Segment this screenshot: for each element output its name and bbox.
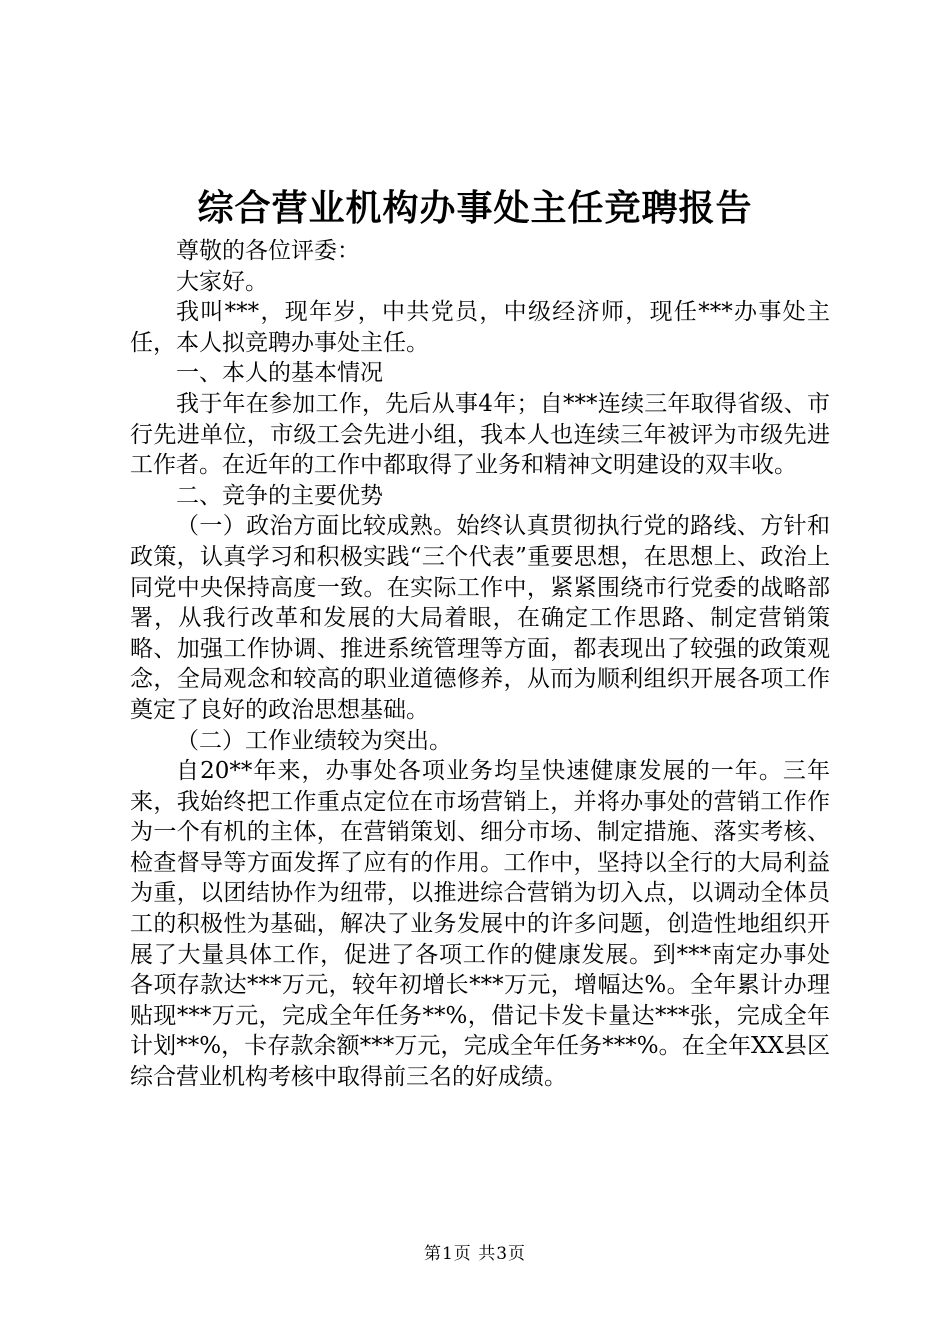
subheading-performance: （二）工作业绩较为突出。: [176, 727, 452, 754]
page-number-footer: 第1页 共3页: [423, 1244, 527, 1264]
document-body: [130, 236, 830, 1093]
document-title: 综合营业机构办事处主任竞聘报告: [197, 187, 753, 229]
political-maturity-paragraph: （一）政治方面比较成熟。始终认真贯彻执行党的路线、方针和政策，认真学习和积极实践“三个代表”重要思想，在思想上、政治上同党中央保持高度一致。在实际工作中，紧紧围绕市行党委的战略部署，从我行改革和发展的大局着眼，在确定工作思路、制定营销策略、加强工作协调、推进系统管理等方面，都表现出了较强的政策观念，全局观念和较高的职业道德修养，从而为顺利组织开展各项工作奠定了良好的政治思想基础。: [130, 513, 830, 723]
self-introduction-paragraph: 我叫***，现年岁，中共党员，中级经济师，现任***办事处主任，本人拟竞聘办事处主任。: [130, 299, 830, 356]
greeting: 大家好。: [176, 268, 268, 295]
section-heading-advantages: 二、竞争的主要优势: [176, 482, 383, 509]
salutation: 尊敬的各位评委：: [176, 238, 360, 264]
basic-info-paragraph: 我于年在参加工作，先后从事4年；自***连续三年取得省级、市行先进单位，市级工会先进小组，我本人也连续三年被评为市级先进工作者。在近年的工作中都取得了业务和精神文明建设的双丰收。: [130, 390, 830, 479]
performance-paragraph: 自20**年来，办事处各项业务均呈快速健康发展的一年。三年来，我始终把工作重点定位在市场营销上，并将办事处的营销工作作为一个有机的主体，在营销策划、细分市场、制定措施、落实考核、检查督导等方面发挥了应有的作用。工作中，坚持以全行的大局利益为重，以团结协作为纽带，以推进综合营销为切入点，以调动全体员工的积极性为基础，解决了业务发展中的许多问题，创造性地组织开展了大量具体工作，促进了各项工作的健康发展。到***南定办事处各项存款达***万元，较年初增长***万元，增幅达%。全年累计办理贴现***万元，完成全年任务**%，借记卡发卡量达***张，完成全年计划**%，卡存款余额***万元，完成全年任务***%。在全年XX县区综合营业机构考核中取得前三名的好成绩。: [130, 758, 830, 1091]
section-heading-basic-info: 一、本人的基本情况: [176, 360, 383, 387]
